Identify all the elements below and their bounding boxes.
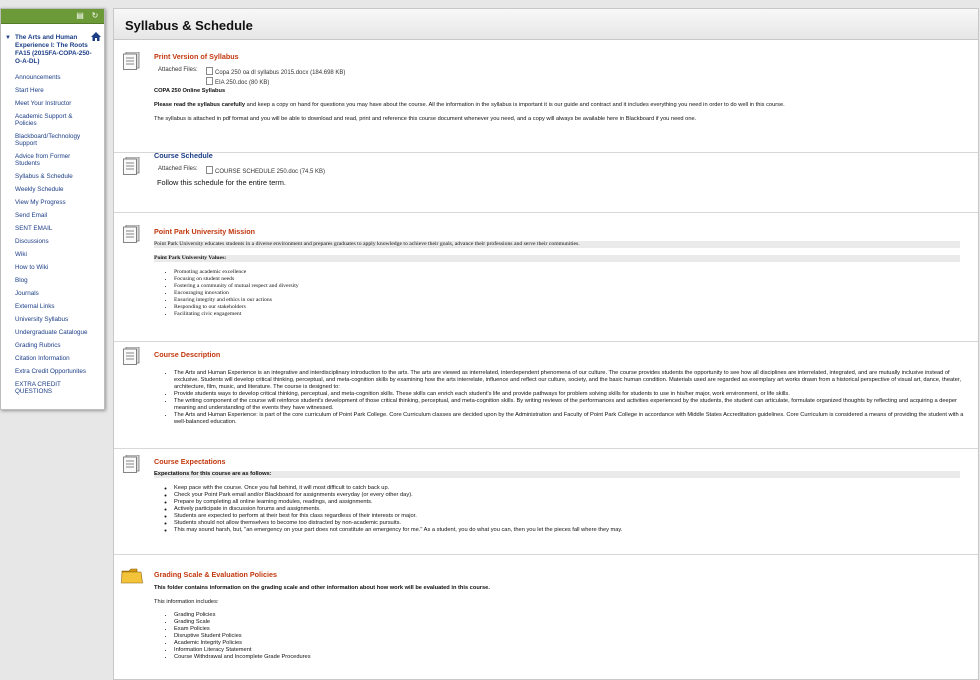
- sidebar-item-send-email[interactable]: Send Email: [15, 212, 48, 219]
- sidebar-item-journals[interactable]: Journals: [15, 290, 39, 297]
- folder-view-icon[interactable]: ▤: [76, 11, 84, 20]
- description-item: • The Arts and Human Experience is an integrative and interdisciplinary introduction to the arts. The arts are viewed as interrelated, interdependent phenomena of our culture. The course provides students the opportunity to see how all disciplines are interrelated, integrated, and are mutually inclusive instead of exclusive. Students will develop critical thinking, perceptual, and meta-cognition skills by examining how the arts interrelate, influence and reflect our culture, society, and the basic human condition. Materials used are regarded as exemplary art works drawn from a historical perspective of visual art, dance, theater, architecture, film, music, and literature. The course is designed to:: [174, 370, 964, 391]
- description-list: [154, 370, 964, 426]
- attached-files-list: [206, 67, 345, 87]
- sidebar-item-advice-from-former-students[interactable]: Advice from Former Students: [15, 153, 71, 167]
- item-grading-folder: [114, 555, 978, 677]
- sidebar-item-undergraduate-catalogue[interactable]: Undergraduate Catalogue: [15, 329, 88, 336]
- value-item: • Promoting academic excellence: [174, 269, 934, 276]
- syllabus-paragraph-1: Please read the syllabus carefully and keep a copy on hand for questions you may have about the course. All the information in the syllabus is important it is our guide and contract and it includes everything you need in order to do well in this course.: [154, 102, 785, 108]
- document-icon: [123, 225, 140, 243]
- grading-heading: This folder contains information on the grading scale and other information about how work will be evaluated in this course.: [154, 585, 490, 591]
- description-item: • The Arts and Human Experience: is part of the core curriculum of Point Park College. Core Curriculum classes are decided upon by the Administration and Faculty of Point Park College in accordance with Middle States Accreditation guidelines. Core Curriculum is considered a means of providing the student with a well-balanced education.: [174, 412, 964, 426]
- sidebar-item-meet-your-instructor[interactable]: Meet Your Instructor: [15, 100, 72, 107]
- file-icon: [206, 77, 213, 85]
- sidebar-item-how-to-wiki[interactable]: How to Wiki: [15, 264, 49, 271]
- value-item: • Responding to our stakeholders: [174, 304, 934, 311]
- item-title[interactable]: Course Expectations: [154, 457, 226, 466]
- item-title[interactable]: Course Schedule: [154, 151, 213, 160]
- sidebar-item-weekly-schedule[interactable]: Weekly Schedule: [15, 186, 64, 193]
- grading-item: • Disruptive Student Policies: [174, 633, 774, 640]
- expectations-list: [154, 485, 954, 534]
- course-menu: [0, 8, 105, 410]
- grading-intro: This information includes:: [154, 599, 219, 605]
- page-title: Syllabus & Schedule: [125, 18, 253, 33]
- folder-icon: [121, 568, 143, 584]
- value-item: • Facilitating civic engagement: [174, 311, 934, 318]
- description-item: • Provide students ways to develop critical thinking, perceptual, and meta-cognition skills. These skills can enrich each student's life and provide pathways for problem solving skills for students to use in his/her major, work environment, or life skills.: [174, 391, 964, 398]
- sidebar-item-start-here[interactable]: Start Here: [15, 87, 44, 94]
- value-item: • Focusing on student needs: [174, 276, 934, 283]
- document-icon: [123, 455, 140, 473]
- schedule-note: Follow this schedule for the entire term.: [157, 178, 286, 187]
- document-icon: [123, 157, 140, 175]
- item-course-description: [114, 340, 978, 449]
- item-mission: [114, 213, 978, 342]
- expectation-item: ◦ Actively participate in discussion forums and assignments.: [174, 506, 954, 513]
- home-icon[interactable]: [91, 32, 101, 41]
- course-header: [1, 24, 104, 70]
- item-course-schedule: [114, 141, 978, 213]
- attached-files-label: Attached Files:: [158, 166, 198, 172]
- expectation-item: ◦ Keep pace with the course. Once you fall behind, it will most difficult to catch back up.: [174, 485, 954, 492]
- course-menu-list: [1, 74, 104, 395]
- sidebar-item-blog[interactable]: Blog: [15, 277, 28, 284]
- document-icon: [123, 52, 140, 70]
- file-link[interactable]: EIA 250.doc (80 KB): [206, 77, 345, 87]
- expectations-heading: Expectations for this course are as follows:: [154, 471, 960, 478]
- item-title[interactable]: Print Version of Syllabus: [154, 52, 239, 61]
- sidebar-item-external-links[interactable]: External Links: [15, 303, 55, 310]
- grading-item: • Grading Policies: [174, 612, 774, 619]
- sidebar-item-syllabus-schedule[interactable]: Syllabus & Schedule: [15, 173, 73, 180]
- sidebar-item-wiki[interactable]: Wiki: [15, 251, 27, 258]
- grading-list: [154, 612, 774, 661]
- item-title[interactable]: Grading Scale & Evaluation Policies: [154, 570, 278, 579]
- sidebar-item-announcements[interactable]: Announcements: [15, 74, 61, 81]
- grading-item: • Grading Scale: [174, 619, 774, 626]
- grading-item: • Course Withdrawal and Incomplete Grade Procedures: [174, 654, 774, 661]
- values-list: [159, 269, 934, 318]
- page-header: [114, 9, 978, 40]
- item-print-syllabus: [114, 41, 978, 153]
- values-heading: Point Park University Values:: [154, 255, 960, 262]
- sidebar-item-academic-support-policies[interactable]: Academic Support & Policies: [15, 113, 73, 127]
- attached-files-label: Attached Files:: [158, 67, 198, 73]
- expectation-item: ◦ Check your Point Park email and/or Blackboard for assignments everyday (or every other day).: [174, 492, 954, 499]
- sidebar-item-view-my-progress[interactable]: View My Progress: [15, 199, 66, 206]
- sidebar-item-university-syllabus[interactable]: University Syllabus: [15, 316, 69, 323]
- menu-toolbar: [1, 9, 104, 24]
- expectation-item: ◦ Students are expected to perform at their best for this class regardless of their interests or major.: [174, 513, 954, 520]
- item-course-expectations: [114, 447, 978, 555]
- file-icon: [206, 67, 213, 75]
- sidebar-item-extra-credit-questions[interactable]: EXTRA CREDIT QUESTIONS: [15, 381, 61, 395]
- sidebar-item-citation-information[interactable]: Citation Information: [15, 355, 70, 362]
- mission-text: Point Park University educates students in a diverse environment and prepares graduates to apply knowledge to achieve their goals, advance their professions and serve their communities.: [154, 241, 960, 248]
- expectation-item: ◦ Students should not allow themselves to become too distracted by non-academic pursuits.: [174, 520, 954, 527]
- grading-item: • Exam Policies: [174, 626, 774, 633]
- document-icon: [123, 347, 140, 365]
- expectation-item: ◦ Prepare by completing all online learning modules, readings, and assignments.: [174, 499, 954, 506]
- sidebar-item-grading-rubrics[interactable]: Grading Rubrics: [15, 342, 61, 349]
- expectation-item: ◦ This may sound harsh, but, "an emergency on your part does not constitute an emergency for me." As a student, you do what you can, then you let the pieces fall where they may.: [174, 527, 954, 534]
- file-icon: [206, 166, 213, 174]
- grading-item: • Information Literacy Statement: [174, 647, 774, 654]
- collapse-triangle-icon[interactable]: ▼: [5, 35, 11, 41]
- grading-item: • Academic Integrity Policies: [174, 640, 774, 647]
- syllabus-paragraph-2: The syllabus is attached in pdf format and you will be able to download and read, print and reference this course document whenever you need, and a copy will always be available here in Blackboard if you need one.: [154, 116, 697, 122]
- syllabus-heading: COPA 250 Online Syllabus: [154, 88, 226, 94]
- file-link[interactable]: COURSE SCHEDULE 250.doc (74.5 KB): [206, 166, 325, 176]
- description-item: • The writing component of the course will reinforce student's development of those critical thinking, perceptual, and meta-cognition skills. By writing reviews of the performances and activities experienced by the students, the student can articulate, formulate organized thoughts by reflecting and acquiring a deeper meaning and understanding of the events they have witnessed.: [174, 398, 964, 412]
- sidebar-item-blackboard-technology-support[interactable]: Blackboard/Technology Support: [15, 133, 81, 147]
- file-link[interactable]: Copa 250 oa dl syllabus 2015.docx (184.698 KB): [206, 67, 345, 77]
- value-item: • Encouraging innovation: [174, 290, 934, 297]
- sidebar-item-extra-credit-opportunites[interactable]: Extra Credit Opportunites: [15, 368, 87, 375]
- course-title-link[interactable]: The Arts and Human Experience I: The Roots FA15 (2015FA-COPA-250-O-A-DL): [15, 34, 92, 65]
- value-item: • Ensuring integrity and ethics in our actions: [174, 297, 934, 304]
- item-title[interactable]: Point Park University Mission: [154, 227, 256, 236]
- item-title[interactable]: Course Description: [154, 350, 221, 359]
- content-area: [113, 8, 979, 680]
- sidebar-item-discussions[interactable]: Discussions: [15, 238, 49, 245]
- sidebar-item-sent-email[interactable]: SENT EMAIL: [15, 225, 53, 232]
- refresh-icon[interactable]: ↻: [91, 11, 99, 20]
- value-item: • Fostering a community of mutual respect and diversity: [174, 283, 934, 290]
